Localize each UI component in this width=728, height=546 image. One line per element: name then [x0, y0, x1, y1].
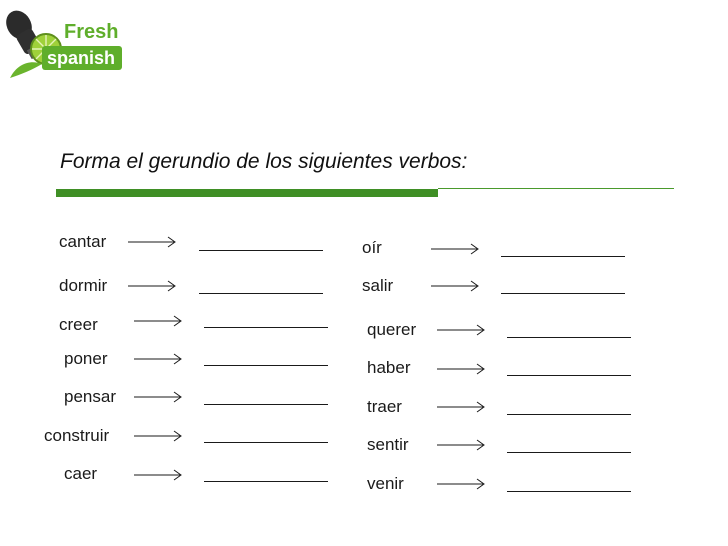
svg-text:spanish: spanish	[47, 48, 116, 68]
exercise-title: Forma el gerundio de los siguientes verbos:	[60, 150, 468, 173]
arrow-icon	[134, 315, 184, 327]
arrow-icon	[128, 280, 178, 292]
answer-blank[interactable]	[204, 442, 328, 443]
answer-blank[interactable]	[204, 365, 328, 366]
arrow-icon	[437, 363, 487, 375]
verb-haber: haber	[367, 358, 411, 377]
verb-dormir: dormir	[59, 276, 108, 295]
arrow-icon	[134, 353, 184, 365]
verb-querer: querer	[367, 320, 417, 339]
verb-salir: salir	[362, 276, 394, 295]
verb-pensar: pensar	[64, 387, 116, 406]
arrow-icon	[437, 439, 487, 451]
verb-construir: construir	[44, 426, 110, 445]
svg-text:Fresh: Fresh	[64, 21, 119, 43]
answer-blank[interactable]	[507, 375, 631, 376]
answer-blank[interactable]	[199, 250, 323, 251]
arrow-icon	[128, 236, 178, 248]
answer-blank[interactable]	[204, 481, 328, 482]
answer-blank[interactable]	[507, 337, 631, 338]
verb-creer: creer	[59, 315, 98, 334]
answer-blank[interactable]	[204, 327, 328, 328]
title-divider-thick	[56, 189, 438, 197]
title-divider-thin	[438, 188, 674, 189]
verb-sentir: sentir	[367, 435, 409, 454]
answer-blank[interactable]	[501, 293, 625, 294]
answer-blank[interactable]	[204, 404, 328, 405]
answer-blank[interactable]	[507, 491, 631, 492]
fresh-spanish-logo	[2, 4, 124, 80]
answer-blank[interactable]	[507, 452, 631, 453]
arrow-icon	[134, 430, 184, 442]
verb-cantar: cantar	[59, 232, 107, 251]
answer-blank[interactable]	[501, 256, 625, 257]
answer-blank[interactable]	[507, 414, 631, 415]
arrow-icon	[134, 469, 184, 481]
answer-blank[interactable]	[199, 293, 323, 294]
verb-poner: poner	[64, 349, 108, 368]
arrow-icon	[437, 324, 487, 336]
arrow-icon	[134, 391, 184, 403]
verb-oir: oír	[362, 238, 382, 257]
arrow-icon	[437, 478, 487, 490]
verb-venir: venir	[367, 474, 404, 493]
verb-caer: caer	[64, 464, 98, 483]
arrow-icon	[431, 280, 481, 292]
arrow-icon	[431, 243, 481, 255]
verb-traer: traer	[367, 397, 402, 416]
arrow-icon	[437, 401, 487, 413]
